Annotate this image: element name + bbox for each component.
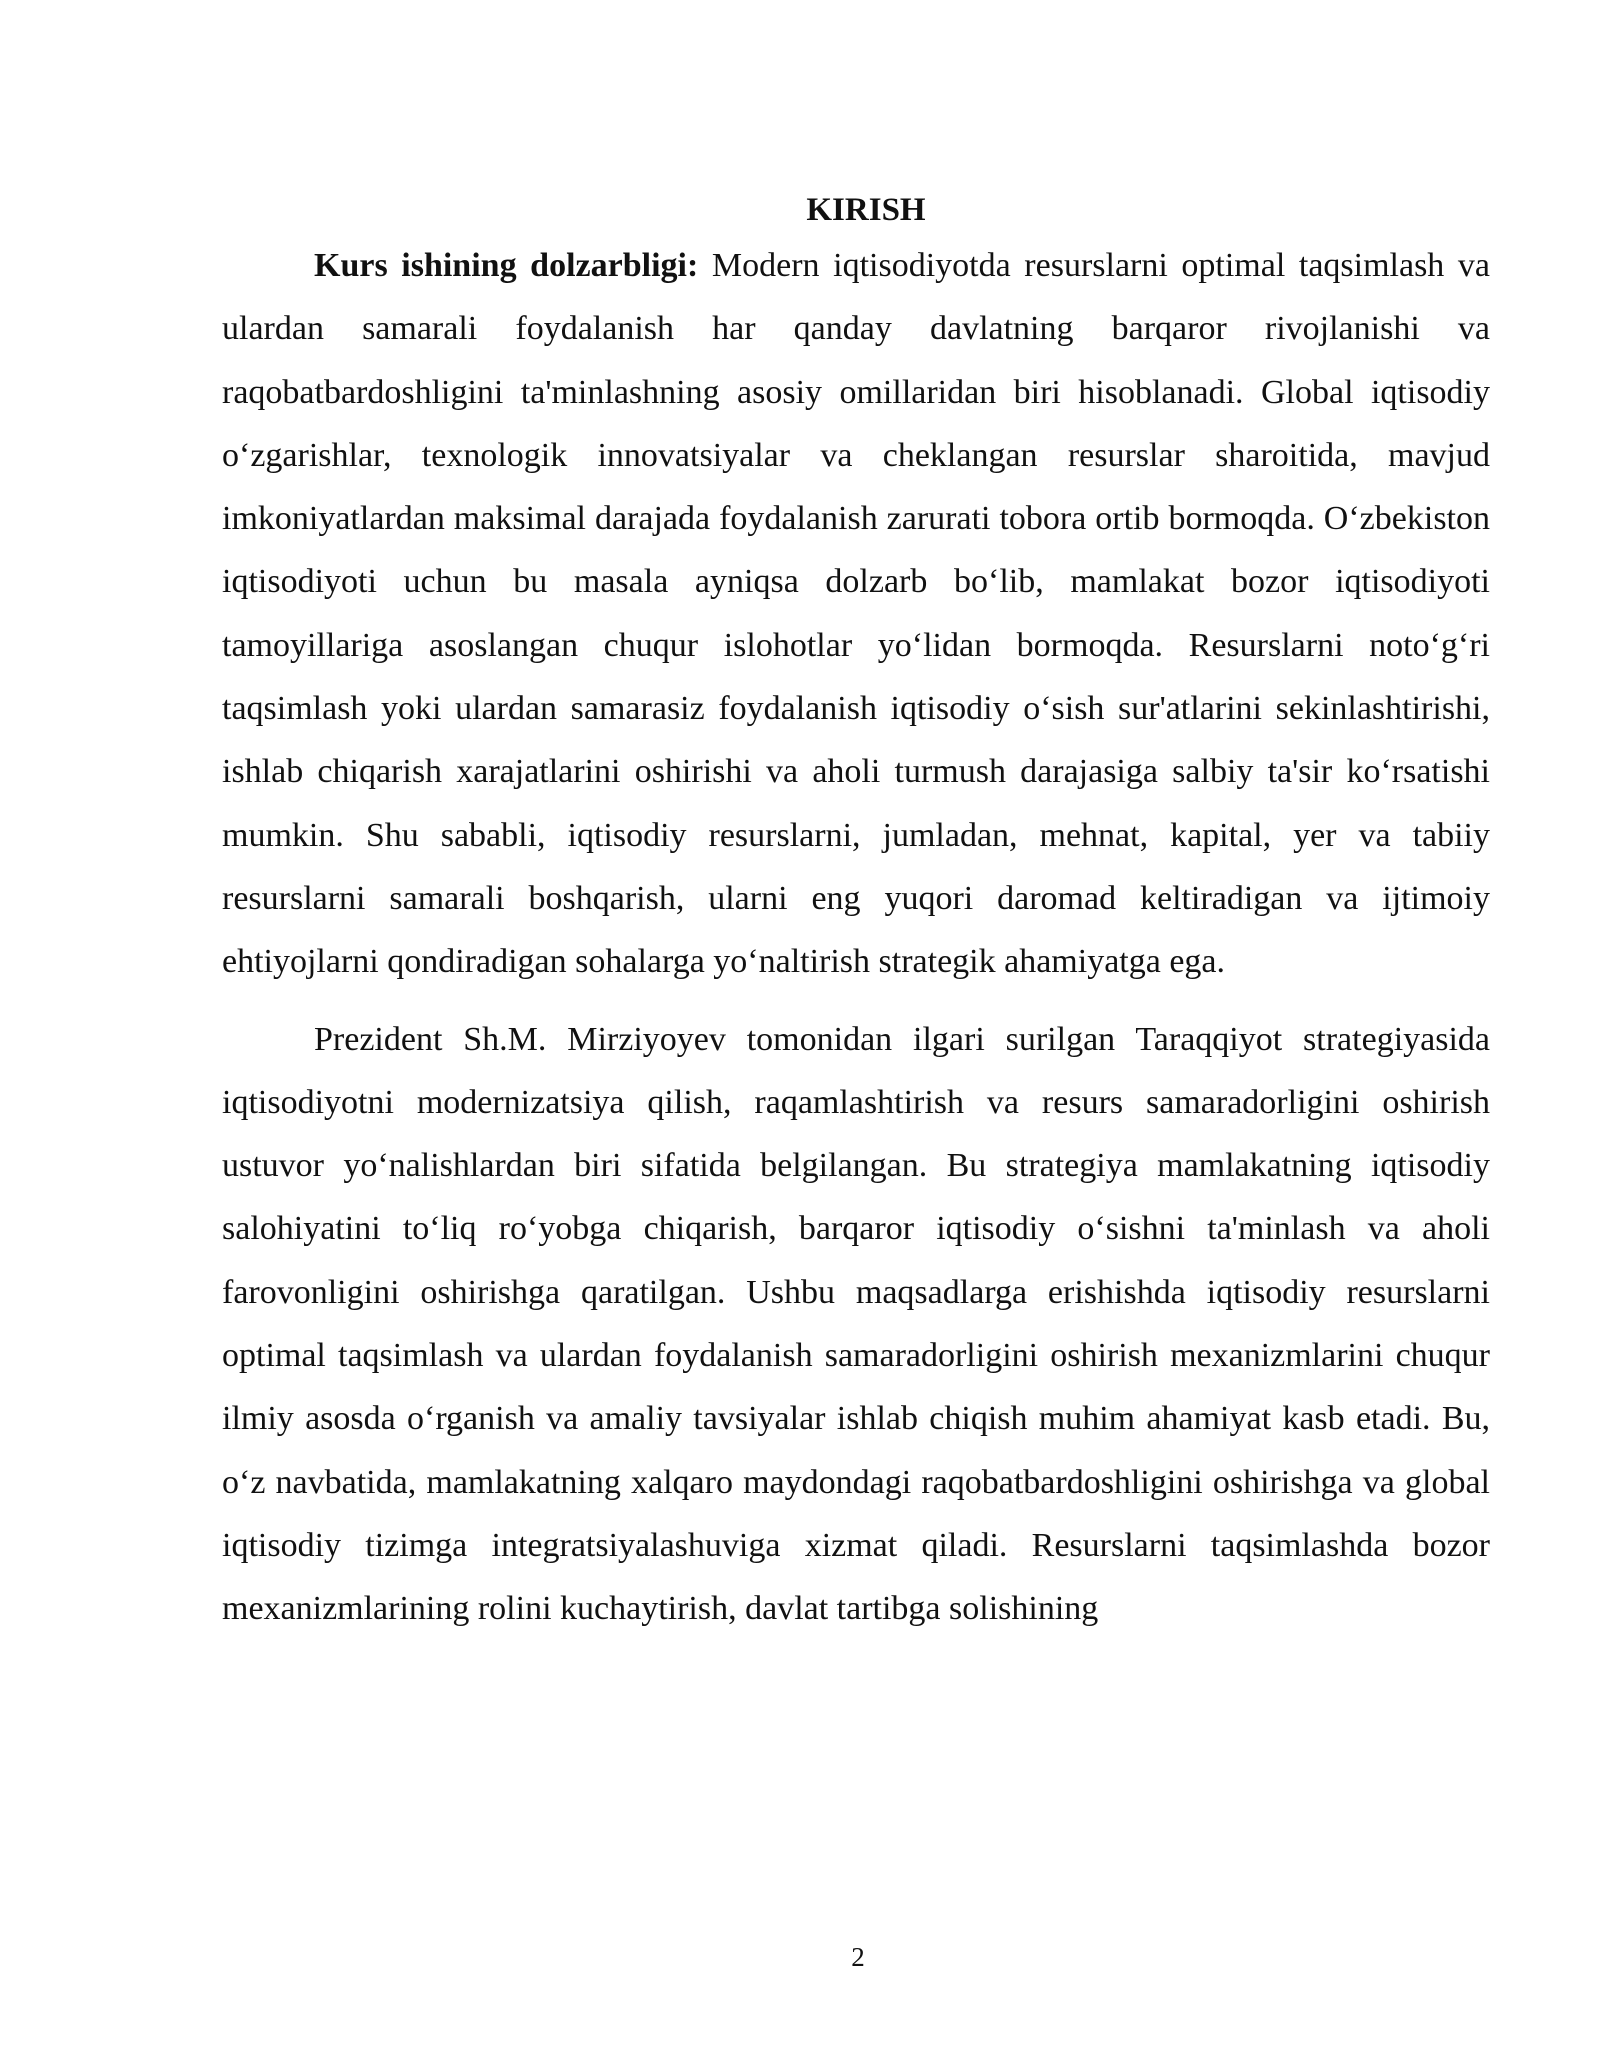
paragraph-lead-heading: Kurs ishining dolzarbligi: <box>314 247 699 284</box>
page-number: 2 <box>851 1942 865 1972</box>
paragraph-strategy: Prezident Sh.M. Mirziyoyev tomonidan ilgari surilgan Taraqqiyot strategiyasida iqtisodiyotni modernizatsiya qilish, raqamlashtirish va resurs samaradorligini oshirish ustuvor yo‘nalishlardan biri sifatida belgilangan. Bu strategiya mamlakatning iqtisodiy salohiyatini to‘liq ro‘yobga chiqarish, barqaror iqtisodiy o‘sishni ta'minlash va aholi farovonligini oshirishga qaratilgan. Ushbu maqsadlarga erishishda iqtisodiy resurslarni optimal taqsimlash va ulardan foydalanish samaradorligini oshirish mexanizmlarini chuqur ilmiy asosda o‘rganish va amaliy tavsiyalar ishlab chiqish muhim ahamiyat kasb etadi. Bu, o‘z navbatida, mamlakatning xalqaro maydondagi raqobatbardoshligini oshirishga va global iqtisodiy tizimga integratsiyalashuviga xizmat qiladi. Resurslarni taqsimlashda bozor mexanizmlarining rolini kuchaytirish, davlat tartibga solishining <box>222 1020 1490 1628</box>
paragraph-body-text: Modern iqtisodiyotda resurslarni optimal taqsimlash va ulardan samarali foydalanish har qanday davlatning barqaror rivojlanishi va raqobatbardoshligini ta'minlashning asosiy omillaridan biri hisoblanadi. Global iqtisodiy o‘zgarishlar, texnologik innovatsiyalar va cheklangan resurslar sharoitida, mavjud imkoniyatlardan maksimal darajada foydalanish zarurati tobora ortib bormoqda. O‘zbekiston iqtisodiyoti uchun bu masala ayniqsa dolzarb bo‘lib, mamlakat bozor iqtisodiyoti tamoyillariga asoslangan chuqur islohotlar yo‘lidan bormoqda. Resurslarni noto‘g‘ri taqsimlash yoki ulardan samarasiz foydalanish iqtisodiy o‘sish sur'atlarini sekinlashtirishi, ishlab chiqarish xarajatlarini oshirishi va aholi turmush darajasiga salbiy ta'sir ko‘rsatishi mumkin. Shu sababli, iqtisodiy resurslarni, jumladan, mehnat, kapital, yer va tabiiy resurslarni samarali boshqarish, ularni eng yuqori daromad keltiradigan va ijtimoiy ehtiyojlarni qondiradigan sohalarga yo‘naltirish strategik ahamiyatga ega. <box>222 247 1490 981</box>
page-content <box>222 186 1490 1641</box>
paragraph-relevance <box>222 234 1490 994</box>
section-title: KIRISH <box>806 192 926 228</box>
